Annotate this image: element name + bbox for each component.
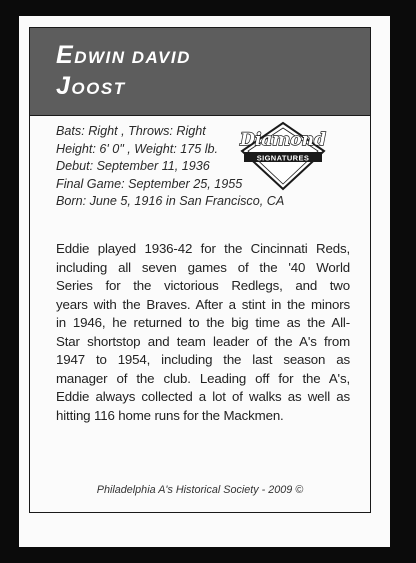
stat-born: Born: June 5, 1916 in San Francisco, CA	[56, 194, 285, 208]
bio-line: 1947 to 1954, including the last season as	[56, 352, 350, 367]
bio-line: Eddie always collected a lot of walks as well as	[56, 389, 350, 404]
bio-line: manager of the club. Leading off for the A's,	[56, 370, 350, 386]
bio-line: years with the Braves. After a stint in the minors	[56, 296, 350, 312]
bio-line: in 1946, he returned to the big time as the All-	[56, 315, 350, 330]
bio-line: Series for the victorious Redlegs, and two	[56, 278, 350, 293]
player-name-line2: JOOST	[56, 72, 126, 100]
player-name	[56, 41, 191, 103]
stat-height-weight: Height: 6' 0" , Weight: 175 lb.	[56, 141, 219, 156]
logo-sub-text: SIGNATURES	[256, 153, 310, 163]
stat-debut: Debut: September 11, 1936	[56, 159, 210, 173]
footer-credit: Philadelphia A's Historical Society - 2009 ©	[96, 484, 304, 496]
diamond-signatures-logo	[236, 121, 330, 191]
bio-line: Eddie played 1936-42 for the Cincinnati Reds,	[56, 241, 350, 256]
player-name-line1: EDWIN DAVID	[56, 41, 191, 69]
bio-line: hitting 116 home runs for the Mackmen.	[56, 407, 284, 423]
bio-line: Star shortstop and team leader of the A's from	[56, 333, 350, 349]
biography	[56, 240, 350, 425]
stat-final-game: Final Game: September 25, 1955	[56, 176, 243, 191]
logo-brand-text: Diamond	[240, 130, 326, 150]
stat-bats-throws: Bats: Right , Throws: Right	[56, 124, 206, 138]
card-frame	[29, 27, 371, 513]
bio-line: including all seven games of the '40 World	[56, 259, 350, 275]
diamond-logo-icon	[236, 121, 330, 191]
name-header	[30, 28, 370, 116]
